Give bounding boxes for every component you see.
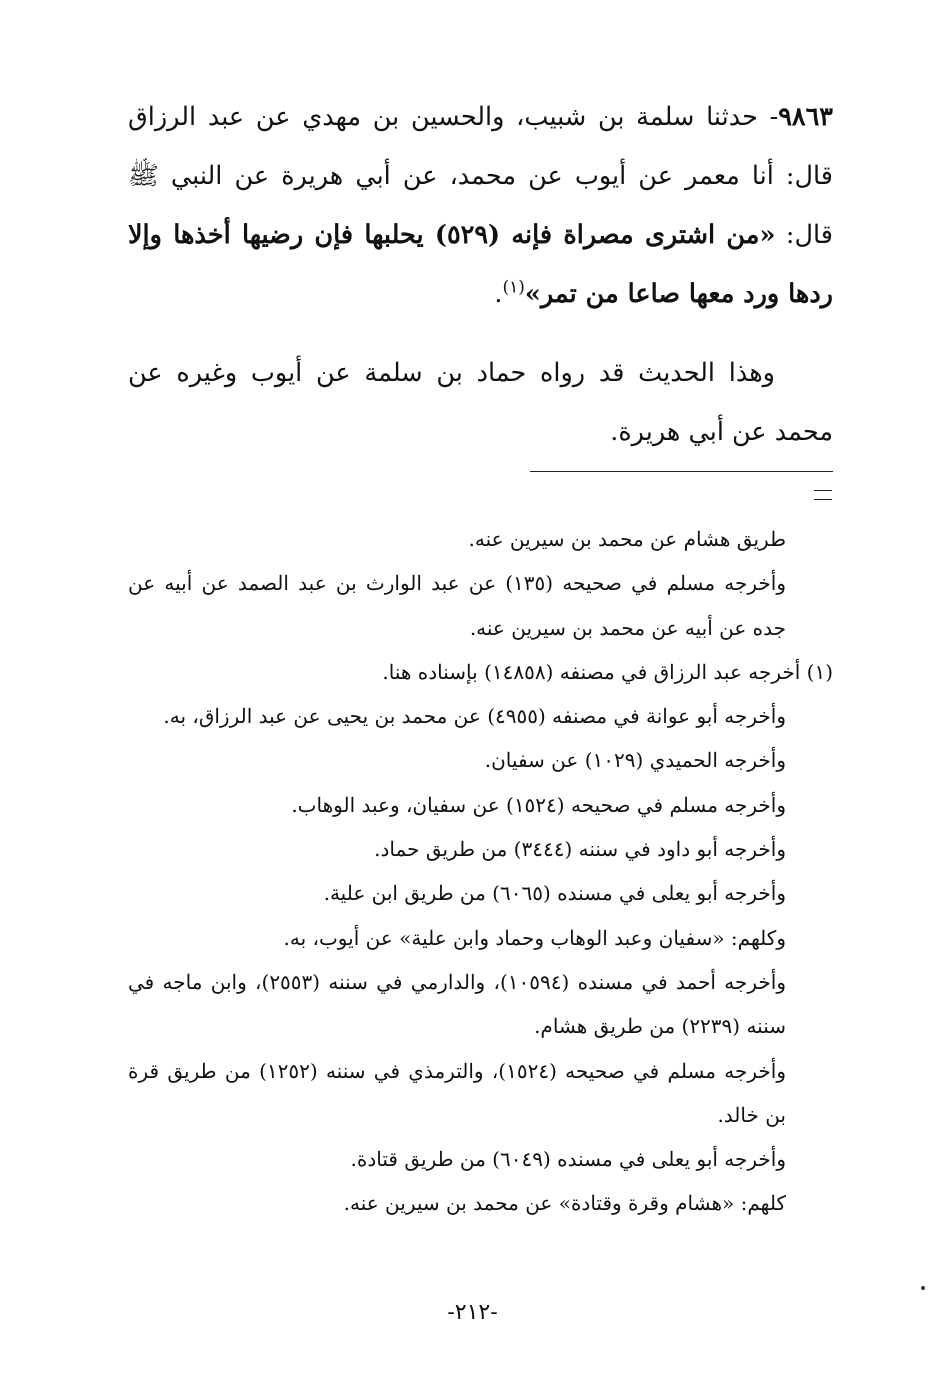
footnote-line: طريق هشام عن محمد بن سيرين عنه. xyxy=(468,527,786,551)
footnote-reference[interactable]: (١) xyxy=(502,277,525,298)
footnote-line: وأخرجه مسلم في صحيحه (١٥٢٤) عن سفيان، وعبد الوهاب. xyxy=(291,792,786,817)
hadith-end: . xyxy=(494,279,503,309)
footnote-line: وأخرجه أبو يعلى في مسنده (٦٠٦٥) من طريق ابن علية. xyxy=(323,881,786,906)
footnote-line: وأخرجه أبو يعلى في مسنده (٦٠٤٩) من طريق قتادة. xyxy=(350,1147,786,1172)
footnote-line: وأخرجه أحمد في مسنده (١٠٥٩٤)، والدارمي في سننه (٢٥٥٣)، وابن ماجه في سننه (٢٢٣٩) من طريق هشام. xyxy=(128,969,786,1039)
hadith-number: ٩٨٦٣ xyxy=(778,102,833,132)
footnote-line: (١) أخرجه عبد الرزاق في مصنفه (١٤٨٥٨) بإسناده هنا. xyxy=(382,659,833,684)
hadith-isnad: - حدثنا سلمة بن شبيب، والحسين بن مهدي عن عبد الرزاق قال: أنا معمر عن أيوب عن محمد، عن أبي هريرة عن النبي ﷺ قال: xyxy=(128,102,833,250)
footnote-line: وأخرجه أبو عوانة في مصنفه (٤٩٥٥) عن محمد بن يحيى عن عبد الرزاق، به. xyxy=(163,704,786,729)
hadith-matn: «من اشترى مصراة فإنه (٥٢٩) يحلبها فإن رضيها أخذها وإلا ردها ورد معها صاعا من تمر» xyxy=(128,220,833,309)
footnote-separator xyxy=(530,471,833,472)
footnote-line: وكلهم: «سفيان وعبد الوهاب وحماد وابن علية» عن أيوب، به. xyxy=(283,925,786,950)
hadith-paragraph xyxy=(128,88,833,324)
scan-speck xyxy=(921,1286,925,1290)
footnote-line: وأخرجه مسلم في صحيحه (١٥٢٤)، والترمذي في سننه (١٢٥٢) من طريق قرة بن خالد. xyxy=(128,1058,787,1127)
footnote-line: وأخرجه أبو داود في سننه (٣٤٤٤) من طريق حماد. xyxy=(374,837,786,862)
footnote-line: وأخرجه الحميدي (١٠٢٩) عن سفيان. xyxy=(484,748,786,773)
main-text xyxy=(128,88,833,462)
commentary-paragraph: وهذا الحديث قد رواه حماد بن سلمة عن أيوب وغيره عن محمد عن أبي هريرة. xyxy=(128,358,833,447)
footnote-line: كلهم: «هشام وقرة وقتادة» عن محمد بن سيرين عنه. xyxy=(343,1191,786,1216)
footnotes xyxy=(128,517,833,1226)
page-number: -٢١٢- xyxy=(447,1300,498,1325)
footnote-line: وأخرجه مسلم في صحيحه (١٣٥) عن عبد الوارث بن عبد الصمد عن أبيه عن جده عن أبيه عن محمد بن سيرين عنه. xyxy=(128,571,786,640)
continuation-mark xyxy=(814,490,832,500)
